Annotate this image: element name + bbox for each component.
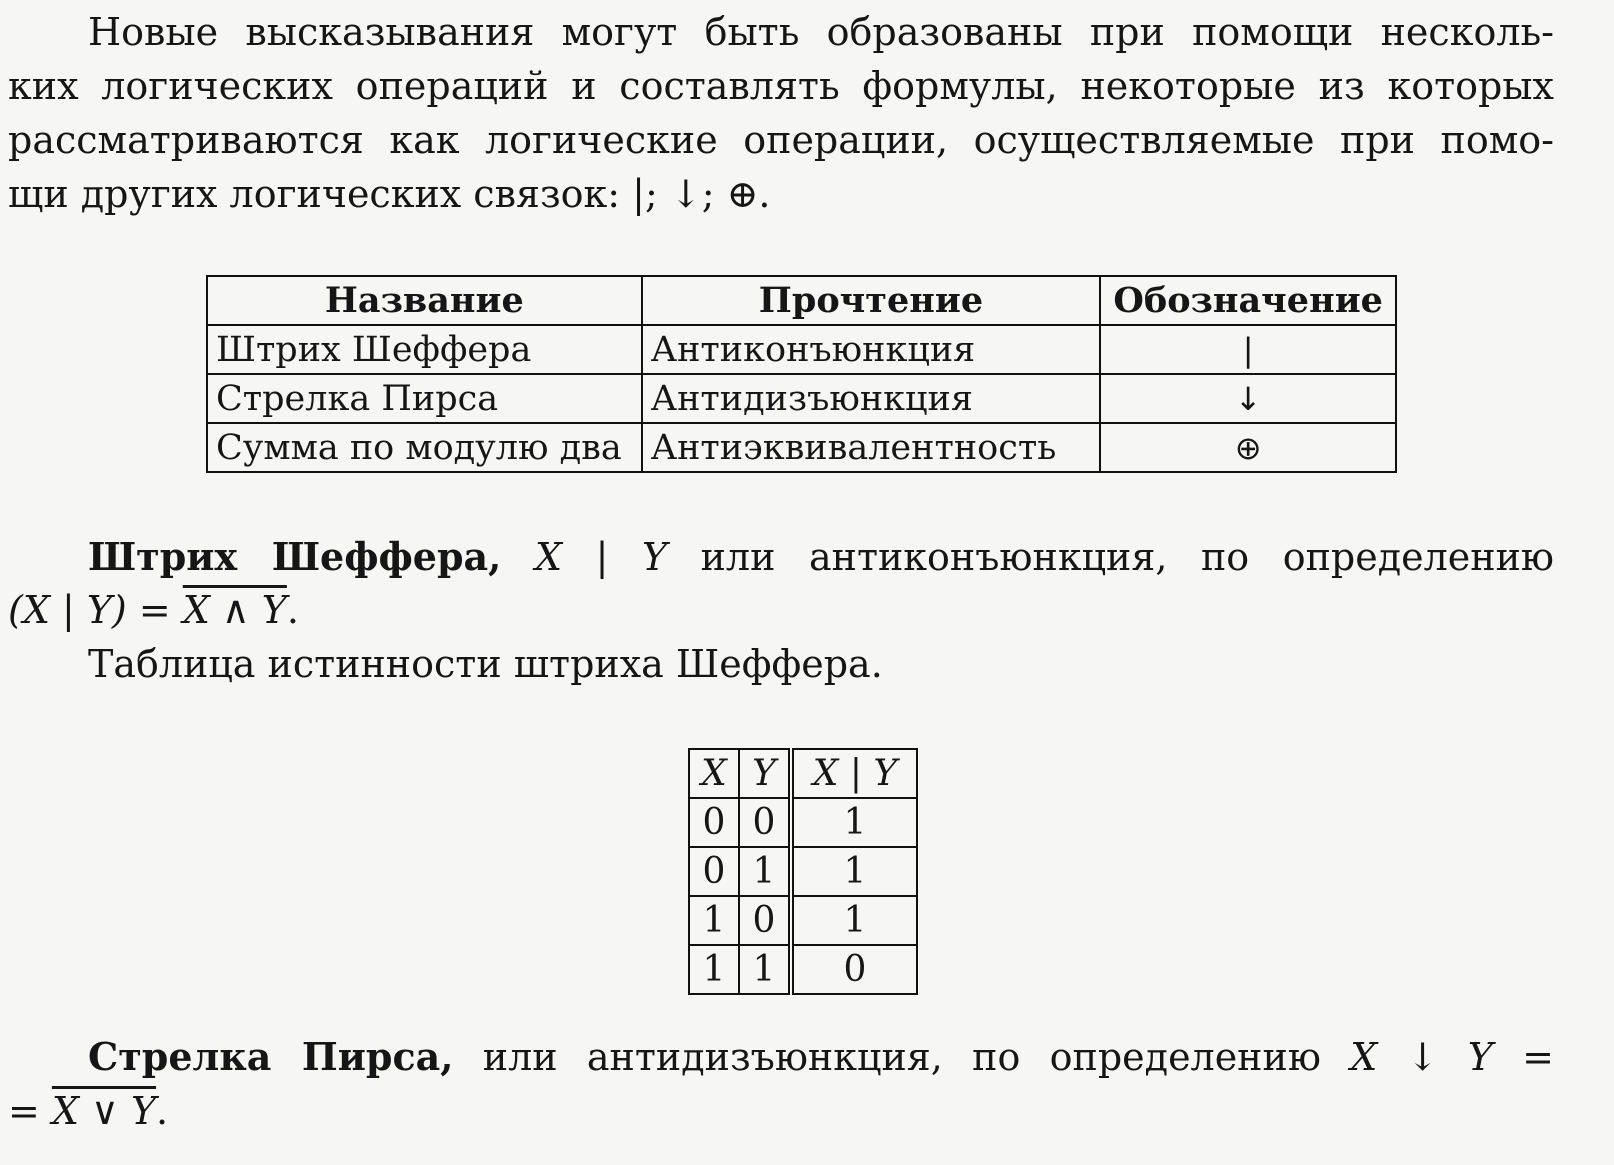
pierce-expression: X ↓ Y =	[1350, 1035, 1554, 1079]
cell-x: 1	[689, 896, 739, 945]
sheffer-text: или антиконъюнкция, по определению	[667, 535, 1555, 579]
cell-name: Сумма по модулю два	[207, 423, 642, 472]
cell-x: 0	[689, 798, 739, 847]
header-notation: Обозначение	[1100, 276, 1396, 325]
sheffer-formula-overline: X ∧ Y	[182, 588, 287, 632]
cell-notation: |	[1100, 325, 1396, 374]
cell-result: 1	[791, 896, 917, 945]
pierce-text: или антидизъюнкция, по определению	[453, 1035, 1351, 1079]
table-row	[207, 374, 1396, 423]
cell-y: 0	[739, 896, 791, 945]
truth-table-header	[689, 749, 917, 798]
truth-table	[688, 748, 918, 995]
sheffer-term: Штрих Шеффера,	[88, 534, 502, 579]
table-row	[689, 896, 917, 945]
cell-name: Штрих Шеффера	[207, 325, 642, 374]
cell-reading: Антидизъюнкция	[642, 374, 1101, 423]
sheffer-definition-line	[88, 533, 1554, 581]
cell-result: 1	[791, 798, 917, 847]
cell-result: 1	[791, 847, 917, 896]
cell-y: 1	[739, 945, 791, 994]
cell-y: 1	[739, 847, 791, 896]
sheffer-formula-left: (X | Y) =	[8, 588, 183, 632]
operations-table	[206, 275, 1397, 473]
cell-notation: ↓	[1100, 374, 1396, 423]
intro-line-4: щи других логических связок: |; ↓; ⊕.	[8, 172, 771, 216]
pierce-formula-left: =	[8, 1089, 52, 1133]
pierce-definition-line	[88, 1033, 1554, 1081]
pierce-formula-overline: X ∨ Y	[51, 1089, 157, 1133]
cell-x: 0	[689, 847, 739, 896]
intro-line-3: рассматриваются как логические операции, осуществляемые при помо-	[8, 118, 1554, 162]
cell-x: 1	[689, 945, 739, 994]
table-row	[207, 423, 1396, 472]
cell-result: 0	[791, 945, 917, 994]
pierce-formula-end: .	[156, 1089, 169, 1133]
sheffer-table-caption: Таблица истинности штриха Шеффера.	[88, 642, 883, 686]
cell-y: 0	[739, 798, 791, 847]
intro-line-2: ких логических операций и составлять формулы, некоторые из которых	[8, 64, 1554, 108]
cell-notation: ⊕	[1100, 423, 1396, 472]
header-reading: Прочтение	[642, 276, 1101, 325]
table-row	[207, 325, 1396, 374]
sheffer-formula	[8, 586, 299, 634]
cell-name: Стрелка Пирса	[207, 374, 642, 423]
header-result: X | Y	[791, 749, 917, 798]
intro-line-1: Новые высказывания могут быть образованы при помощи несколь-	[88, 10, 1554, 54]
header-x: X	[689, 749, 739, 798]
table-row	[689, 945, 917, 994]
pierce-term: Стрелка Пирса,	[88, 1034, 454, 1079]
cell-reading: Антиконъюнкция	[642, 325, 1101, 374]
cell-reading: Антиэквивалентность	[642, 423, 1101, 472]
header-name: Название	[207, 276, 642, 325]
sheffer-formula-end: .	[286, 588, 299, 632]
table-row	[689, 847, 917, 896]
operations-table-header	[207, 276, 1396, 325]
table-row	[689, 798, 917, 847]
sheffer-expression: X | Y	[534, 535, 668, 579]
header-y: Y	[739, 749, 791, 798]
pierce-formula	[8, 1087, 168, 1135]
